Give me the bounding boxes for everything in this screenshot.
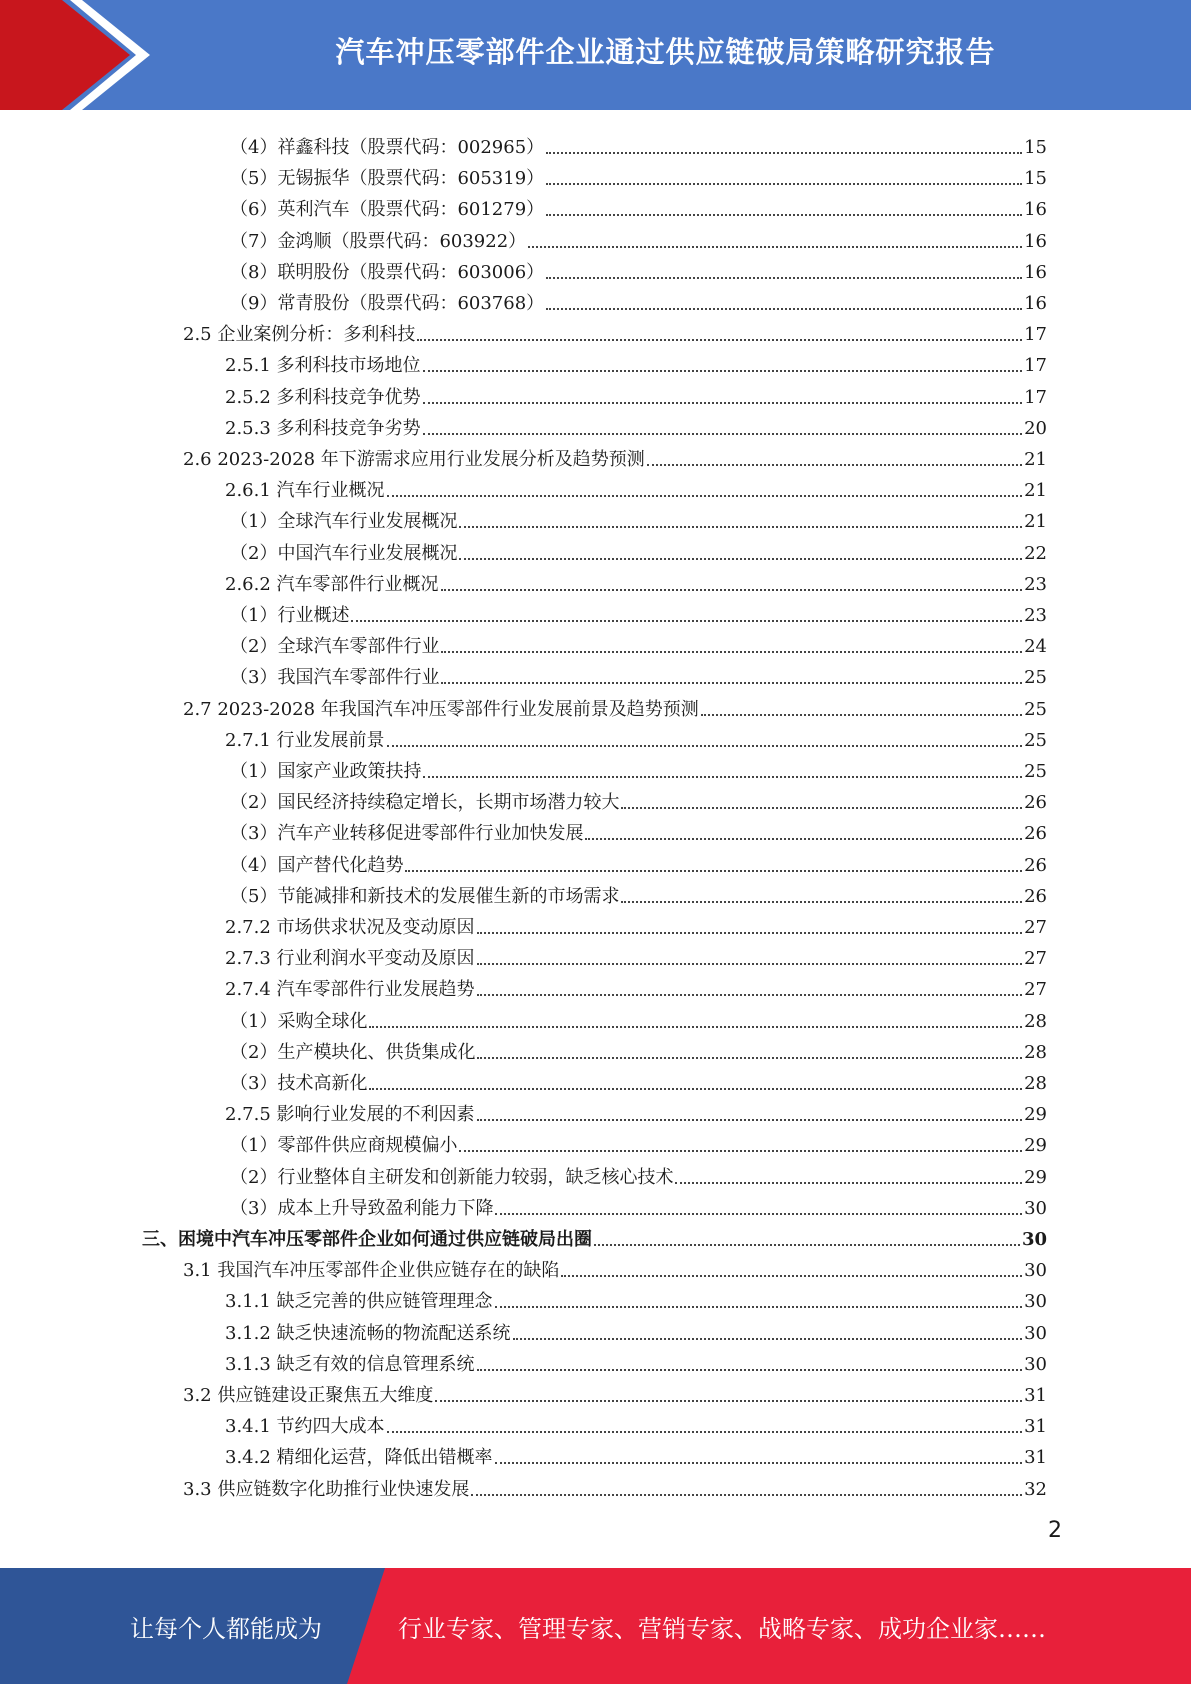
toc-entry-title: （3）我国汽车零部件行业 (230, 667, 440, 688)
toc-entry-title: （2）生产模块化、供货集成化 (230, 1042, 476, 1063)
toc-leader-dots (423, 433, 1023, 435)
toc-leader-dots (495, 1306, 1023, 1308)
toc-leader-dots (369, 1088, 1022, 1090)
toc-entry[interactable] (183, 690, 1047, 721)
toc-entry-title: （3）技术高新化 (230, 1073, 368, 1094)
toc-leader-dots (495, 1462, 1023, 1464)
toc-leader-dots (471, 1494, 1022, 1496)
toc-entry-page: 25 (1024, 730, 1047, 751)
toc-leader-dots (405, 870, 1022, 872)
toc-entry-page: 28 (1024, 1042, 1047, 1063)
toc-entry-title: 3.4.1 节约四大成本 (225, 1416, 385, 1437)
toc-entry[interactable] (230, 596, 1047, 627)
toc-entry[interactable] (225, 939, 1047, 970)
toc-entry-title: （9）常青股份（股票代码：603768） (230, 293, 545, 314)
toc-entry[interactable] (230, 877, 1047, 908)
toc-entry[interactable] (225, 565, 1047, 596)
toc-entry-title: 3.1.2 缺乏快速流畅的物流配送系统 (225, 1323, 511, 1344)
toc-entry-page: 15 (1024, 137, 1047, 158)
toc-entry-title: （2）全球汽车零部件行业 (230, 636, 440, 657)
toc-entry-title: 2.6 2023-2028 年下游需求应用行业发展分析及趋势预测 (183, 449, 645, 470)
toc-entry-page: 29 (1024, 1104, 1047, 1125)
toc-entry-page: 25 (1024, 761, 1047, 782)
toc-leader-dots (417, 339, 1022, 341)
toc-entry-title: 2.5.3 多利科技竞争劣势 (225, 418, 421, 439)
toc-entry-title: （1）行业概述 (230, 605, 350, 626)
toc-entry-page: 27 (1024, 948, 1047, 969)
toc-entry-page: 21 (1024, 449, 1047, 470)
toc-leader-dots (528, 246, 1022, 248)
toc-entry-page: 30 (1024, 1198, 1047, 1219)
toc-entry-page: 16 (1024, 231, 1047, 252)
toc-leader-dots (546, 152, 1022, 154)
toc-entry-title: （2）国民经济持续稳定增长，长期市场潜力较大 (230, 792, 620, 813)
toc-entry-page: 21 (1024, 480, 1047, 501)
toc-entry-title: 2.7.5 影响行业发展的不利因素 (225, 1104, 475, 1125)
toc-entry[interactable] (225, 908, 1047, 939)
toc-entry-title: （7）金鸿顺（股票代码：603922） (230, 231, 527, 252)
toc-leader-dots (647, 464, 1022, 466)
toc-entry-title: （5）无锡振华（股票代码：605319） (230, 168, 545, 189)
toc-leader-dots (441, 682, 1022, 684)
toc-entry[interactable] (225, 970, 1047, 1001)
toc-entry-title: （6）英利汽车（股票代码：601279） (230, 199, 545, 220)
toc-entry[interactable] (230, 128, 1047, 159)
footer-slogan-right: 行业专家、管理专家、营销专家、战略专家、成功企业家…… (398, 1614, 1046, 1643)
toc-entry-page: 15 (1024, 168, 1047, 189)
report-title: 汽车冲压零部件企业通过供应链破局策略研究报告 (335, 34, 996, 69)
toc-entry-title: 3.3 供应链数字化助推行业快速发展 (183, 1479, 470, 1500)
toc-leader-dots (546, 277, 1022, 279)
toc-entry-title: （4）国产替代化趋势 (230, 855, 404, 876)
toc-leader-dots (477, 932, 1023, 934)
toc-entry[interactable] (230, 1189, 1047, 1220)
toc-entry-page: 30 (1024, 1291, 1047, 1312)
page-number: 2 (1048, 1518, 1062, 1543)
toc-entry-page: 29 (1024, 1135, 1047, 1156)
toc-entry-title: 2.7 2023-2028 年我国汽车冲压零部件行业发展前景及趋势预测 (183, 699, 699, 720)
footer-slogan-left: 让每个人都能成为 (130, 1614, 322, 1643)
toc-leader-dots (477, 1119, 1023, 1121)
toc-entry[interactable] (225, 1438, 1047, 1469)
toc-leader-dots (423, 402, 1023, 404)
toc-leader-dots (459, 526, 1022, 528)
toc-leader-dots (477, 1057, 1022, 1059)
toc-entry-page: 30 (1024, 1260, 1047, 1281)
toc-entry-title: （2）中国汽车行业发展概况 (230, 543, 458, 564)
toc-entry-page: 20 (1024, 418, 1047, 439)
toc-entry-title: 3.2 供应链建设正聚焦五大维度 (183, 1385, 434, 1406)
toc-entry-page: 31 (1024, 1416, 1047, 1437)
toc-leader-dots (621, 807, 1022, 809)
toc-leader-dots (675, 1182, 1022, 1184)
toc-entry[interactable] (230, 1158, 1047, 1189)
toc-entry[interactable] (230, 253, 1047, 284)
toc-entry[interactable] (225, 1407, 1047, 1438)
toc-entry-page: 32 (1024, 1479, 1047, 1500)
toc-entry-page: 25 (1024, 667, 1047, 688)
toc-leader-dots (423, 370, 1023, 372)
toc-entry-page: 17 (1024, 324, 1047, 345)
toc-entry[interactable] (230, 814, 1047, 845)
toc-entry-page: 17 (1024, 387, 1047, 408)
toc-entry-page: 22 (1024, 543, 1047, 564)
toc-entry-page: 28 (1024, 1011, 1047, 1032)
toc-entry-title: 2.7.2 市场供求状况及变动原因 (225, 917, 475, 938)
toc-entry-page: 24 (1024, 636, 1047, 657)
toc-entry[interactable] (225, 1095, 1047, 1126)
toc-entry-title: 三、困境中汽车冲压零部件企业如何通过供应链破局出圈 (142, 1229, 592, 1250)
toc-entry-title: （1）全球汽车行业发展概况 (230, 511, 458, 532)
toc-entry-page: 26 (1024, 886, 1047, 907)
toc-entry-title: 2.7.1 行业发展前景 (225, 730, 385, 751)
toc-entry-page: 30 (1024, 1354, 1047, 1375)
toc-leader-dots (435, 1400, 1022, 1402)
chevron-arrow-icon (0, 0, 160, 110)
toc-entry-title: 2.6.2 汽车零部件行业概况 (225, 574, 439, 595)
toc-entry-page: 27 (1024, 917, 1047, 938)
toc-entry-page: 23 (1024, 605, 1047, 626)
toc-entry-page: 17 (1024, 355, 1047, 376)
toc-entry[interactable] (183, 440, 1047, 471)
toc-leader-dots (585, 838, 1022, 840)
toc-leader-dots (495, 1213, 1022, 1215)
toc-entry[interactable] (230, 783, 1047, 814)
toc-entry-title: （1）国家产业政策扶持 (230, 761, 422, 782)
page-header (0, 0, 1191, 110)
toc-entry-title: 3.4.2 精细化运营，降低出错概率 (225, 1447, 493, 1468)
toc-leader-dots (546, 308, 1022, 310)
toc-entry-page: 26 (1024, 792, 1047, 813)
toc-entry[interactable] (225, 346, 1047, 377)
toc-entry-page: 31 (1024, 1447, 1047, 1468)
toc-entry-title: 2.7.3 行业利润水平变动及原因 (225, 948, 475, 969)
toc-entry[interactable] (183, 1470, 1047, 1501)
toc-leader-dots (701, 714, 1022, 716)
toc-entry-title: 2.5.2 多利科技竞争优势 (225, 387, 421, 408)
toc-entry-title: （1）采购全球化 (230, 1011, 368, 1032)
toc-entry-page: 16 (1024, 293, 1047, 314)
toc-leader-dots (387, 495, 1023, 497)
toc-entry[interactable] (225, 721, 1047, 752)
toc-entry-page: 26 (1024, 855, 1047, 876)
toc-entry-page: 21 (1024, 511, 1047, 532)
toc-entry[interactable] (183, 315, 1047, 346)
toc-leader-dots (546, 183, 1022, 185)
toc-entry[interactable] (230, 1002, 1047, 1033)
toc-leader-dots (594, 1244, 1020, 1246)
toc-leader-dots (621, 901, 1022, 903)
toc-entry-title: （3）成本上升导致盈利能力下降 (230, 1198, 494, 1219)
toc-leader-dots (369, 1026, 1022, 1028)
toc-entry-page: 31 (1024, 1385, 1047, 1406)
toc-entry-page: 29 (1024, 1167, 1047, 1188)
toc-entry-page: 26 (1024, 823, 1047, 844)
toc-leader-dots (351, 620, 1022, 622)
toc-entry-title: 3.1.3 缺乏有效的信息管理系统 (225, 1354, 475, 1375)
toc-leader-dots (561, 1275, 1022, 1277)
toc-entry-page: 30 (1024, 1323, 1047, 1344)
toc-leader-dots (423, 776, 1022, 778)
page-footer (0, 1568, 1191, 1684)
toc-entry[interactable] (230, 658, 1047, 689)
toc-entry-page: 16 (1024, 262, 1047, 283)
toc-entry[interactable] (230, 846, 1047, 877)
toc-leader-dots (387, 745, 1023, 747)
toc-entry-title: （8）联明股份（股票代码：603006） (230, 262, 545, 283)
toc-entry-page: 30 (1021, 1229, 1047, 1250)
toc-entry-title: 3.1.1 缺乏完善的供应链管理理念 (225, 1291, 493, 1312)
toc-entry[interactable] (225, 1282, 1047, 1313)
toc-leader-dots (459, 1150, 1022, 1152)
toc-entry-page: 27 (1024, 979, 1047, 1000)
toc-leader-dots (513, 1338, 1023, 1340)
toc-entry[interactable] (230, 159, 1047, 190)
toc-entry-title: 2.7.4 汽车零部件行业发展趋势 (225, 979, 475, 1000)
toc-entry[interactable] (225, 1314, 1047, 1345)
toc-entry-page: 28 (1024, 1073, 1047, 1094)
toc-entry-title: 2.5 企业案例分析：多利科技 (183, 324, 416, 345)
toc-entry[interactable] (230, 502, 1047, 533)
toc-leader-dots (441, 589, 1023, 591)
toc-entry[interactable] (225, 409, 1047, 440)
toc-entry-page: 25 (1024, 699, 1047, 720)
toc-entry[interactable] (225, 378, 1047, 409)
toc-entry[interactable] (230, 534, 1047, 565)
toc-entry-title: （3）汽车产业转移促进零部件行业加快发展 (230, 823, 584, 844)
toc-entry[interactable] (183, 1376, 1047, 1407)
toc-entry[interactable] (230, 190, 1047, 221)
toc-entry-page: 23 (1024, 574, 1047, 595)
toc-entry[interactable] (230, 627, 1047, 658)
toc-leader-dots (546, 214, 1022, 216)
toc-entry[interactable] (230, 1126, 1047, 1157)
toc-entry[interactable] (225, 1345, 1047, 1376)
toc-entry[interactable] (230, 222, 1047, 253)
toc-leader-dots (477, 994, 1023, 996)
toc-entry-title: 3.1 我国汽车冲压零部件企业供应链存在的缺陷 (183, 1260, 560, 1281)
toc-entry-title: （4）祥鑫科技（股票代码：002965） (230, 137, 545, 158)
toc-leader-dots (459, 558, 1022, 560)
toc-entry[interactable] (142, 1220, 1047, 1251)
toc-entry[interactable] (230, 1033, 1047, 1064)
toc-entry[interactable] (230, 752, 1047, 783)
toc-entry[interactable] (183, 1251, 1047, 1282)
toc-leader-dots (477, 1369, 1023, 1371)
toc-leader-dots (387, 1431, 1023, 1433)
toc-leader-dots (441, 651, 1022, 653)
toc-entry[interactable] (230, 1064, 1047, 1095)
toc-entry[interactable] (225, 471, 1047, 502)
toc-entry-title: （2）行业整体自主研发和创新能力较弱，缺乏核心技术 (230, 1167, 674, 1188)
toc-entry-title: 2.5.1 多利科技市场地位 (225, 355, 421, 376)
toc-leader-dots (477, 963, 1023, 965)
toc-entry-title: （5）节能减排和新技术的发展催生新的市场需求 (230, 886, 620, 907)
toc-entry-page: 16 (1024, 199, 1047, 220)
toc-entry-title: （1）零部件供应商规模偏小 (230, 1135, 458, 1156)
toc-entry-title: 2.6.1 汽车行业概况 (225, 480, 385, 501)
toc-entry[interactable] (230, 284, 1047, 315)
